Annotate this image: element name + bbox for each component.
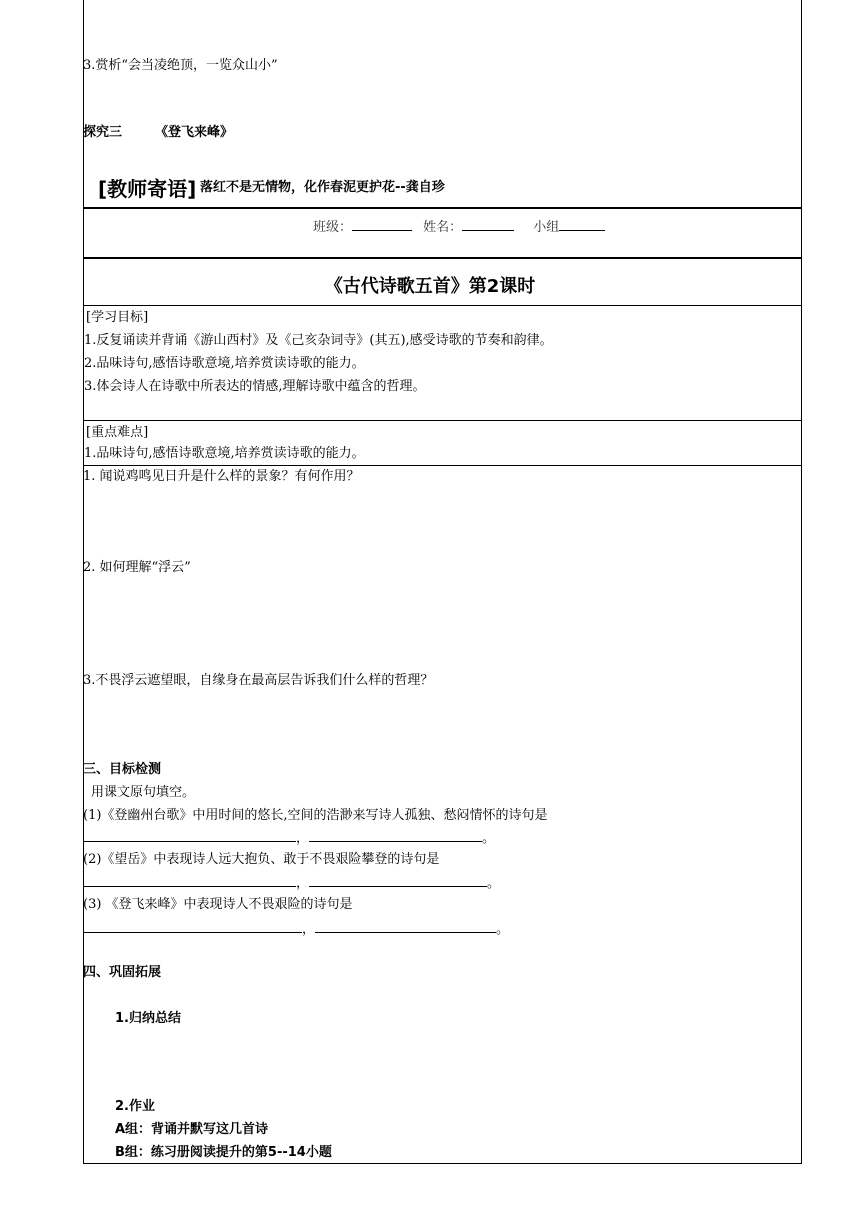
summary-subheading: 1.归纳总结 [115, 1011, 181, 1026]
homework-group-b: B组：练习册阅读提升的第5--14小题 [115, 1145, 332, 1160]
homework-group-a: A组：背诵并默写这几首诗 [115, 1122, 269, 1137]
fill-answer-row [83, 874, 500, 892]
objective-item: 1.反复诵读并背诵《游山西村》及《己亥杂词寺》(其五),感受诗歌的节奏和韵律。 [84, 333, 553, 348]
fill-item-1: (1)《登幽州台歌》中用时间的悠长,空间的浩渺来写诗人孤独、愁闷情怀的诗句是 [83, 808, 548, 823]
objective-item: 2.品味诗句,感悟诗歌意境,培养赏读诗歌的能力。 [84, 356, 365, 371]
group-label: 小组 [533, 220, 560, 235]
section-divider [83, 207, 802, 209]
answer-blank[interactable] [83, 829, 296, 842]
section-3-heading: 三、目标检测 [83, 762, 162, 777]
title-top-border [83, 257, 802, 259]
answer-blank[interactable] [309, 829, 482, 842]
class-blank[interactable] [352, 218, 412, 231]
question-1: 1. 闻说鸡鸣见日升是什么样的景象？有何作用？ [83, 469, 360, 484]
name-blank[interactable] [462, 218, 514, 231]
answer-blank[interactable] [83, 920, 302, 933]
name-label: 姓名： [423, 220, 463, 235]
fill-answer-row [83, 829, 495, 847]
title-bottom-border [83, 305, 802, 306]
student-info-row [313, 216, 605, 235]
explore-label: 探究三 [83, 125, 123, 140]
fill-item-3: (3) 《登飞来峰》中表现诗人不畏艰险的诗句是 [83, 897, 353, 912]
answer-blank[interactable] [83, 874, 296, 887]
section-3-instruction: 用课文原句填空。 [91, 785, 196, 800]
question-3-appreciate: 3.赏析“会当凌绝顶，一览众山小” [83, 58, 278, 73]
comma: ， [296, 831, 310, 846]
period: 。 [496, 922, 510, 937]
comma: ， [302, 922, 316, 937]
group-blank[interactable] [559, 218, 605, 231]
key-points-heading: [重点难点] [86, 425, 149, 440]
objective-item: 3.体会诗人在诗歌中所表达的情感,理解诗歌中蕴含的哲理。 [84, 379, 426, 394]
comma: ， [296, 876, 310, 891]
answer-blank[interactable] [315, 920, 496, 933]
fill-item-2: (2)《望岳》中表现诗人远大抱负、敢于不畏艰险攀登的诗句是 [83, 852, 440, 867]
explore-title: 《登飞来峰》 [155, 125, 234, 140]
answer-blank[interactable] [309, 874, 487, 887]
homework-subheading: 2.作业 [115, 1099, 155, 1114]
key-point-item: 1.品味诗句,感悟诗歌意境,培养赏读诗歌的能力。 [84, 446, 365, 461]
question-3: 3.不畏浮云遮望眼，自缘身在最高层告诉我们什么样的哲理？ [83, 673, 434, 688]
objectives-heading: [学习目标] [86, 310, 149, 325]
teacher-message-tag: [教师寄语] [98, 177, 197, 201]
section-4-heading: 四、巩固拓展 [83, 965, 162, 980]
fill-answer-row [83, 920, 509, 938]
class-label: 班级： [313, 220, 353, 235]
lesson-title: 《古代诗歌五首》第2课时 [324, 276, 536, 297]
objectives-divider [83, 420, 802, 421]
teacher-message-quote: 落红不是无情物，化作春泥更护花--龚自珍 [200, 180, 445, 195]
period: 。 [487, 876, 501, 891]
question-2: 2. 如何理解“浮云” [83, 560, 191, 575]
key-points-divider [83, 465, 802, 466]
period: 。 [482, 831, 496, 846]
